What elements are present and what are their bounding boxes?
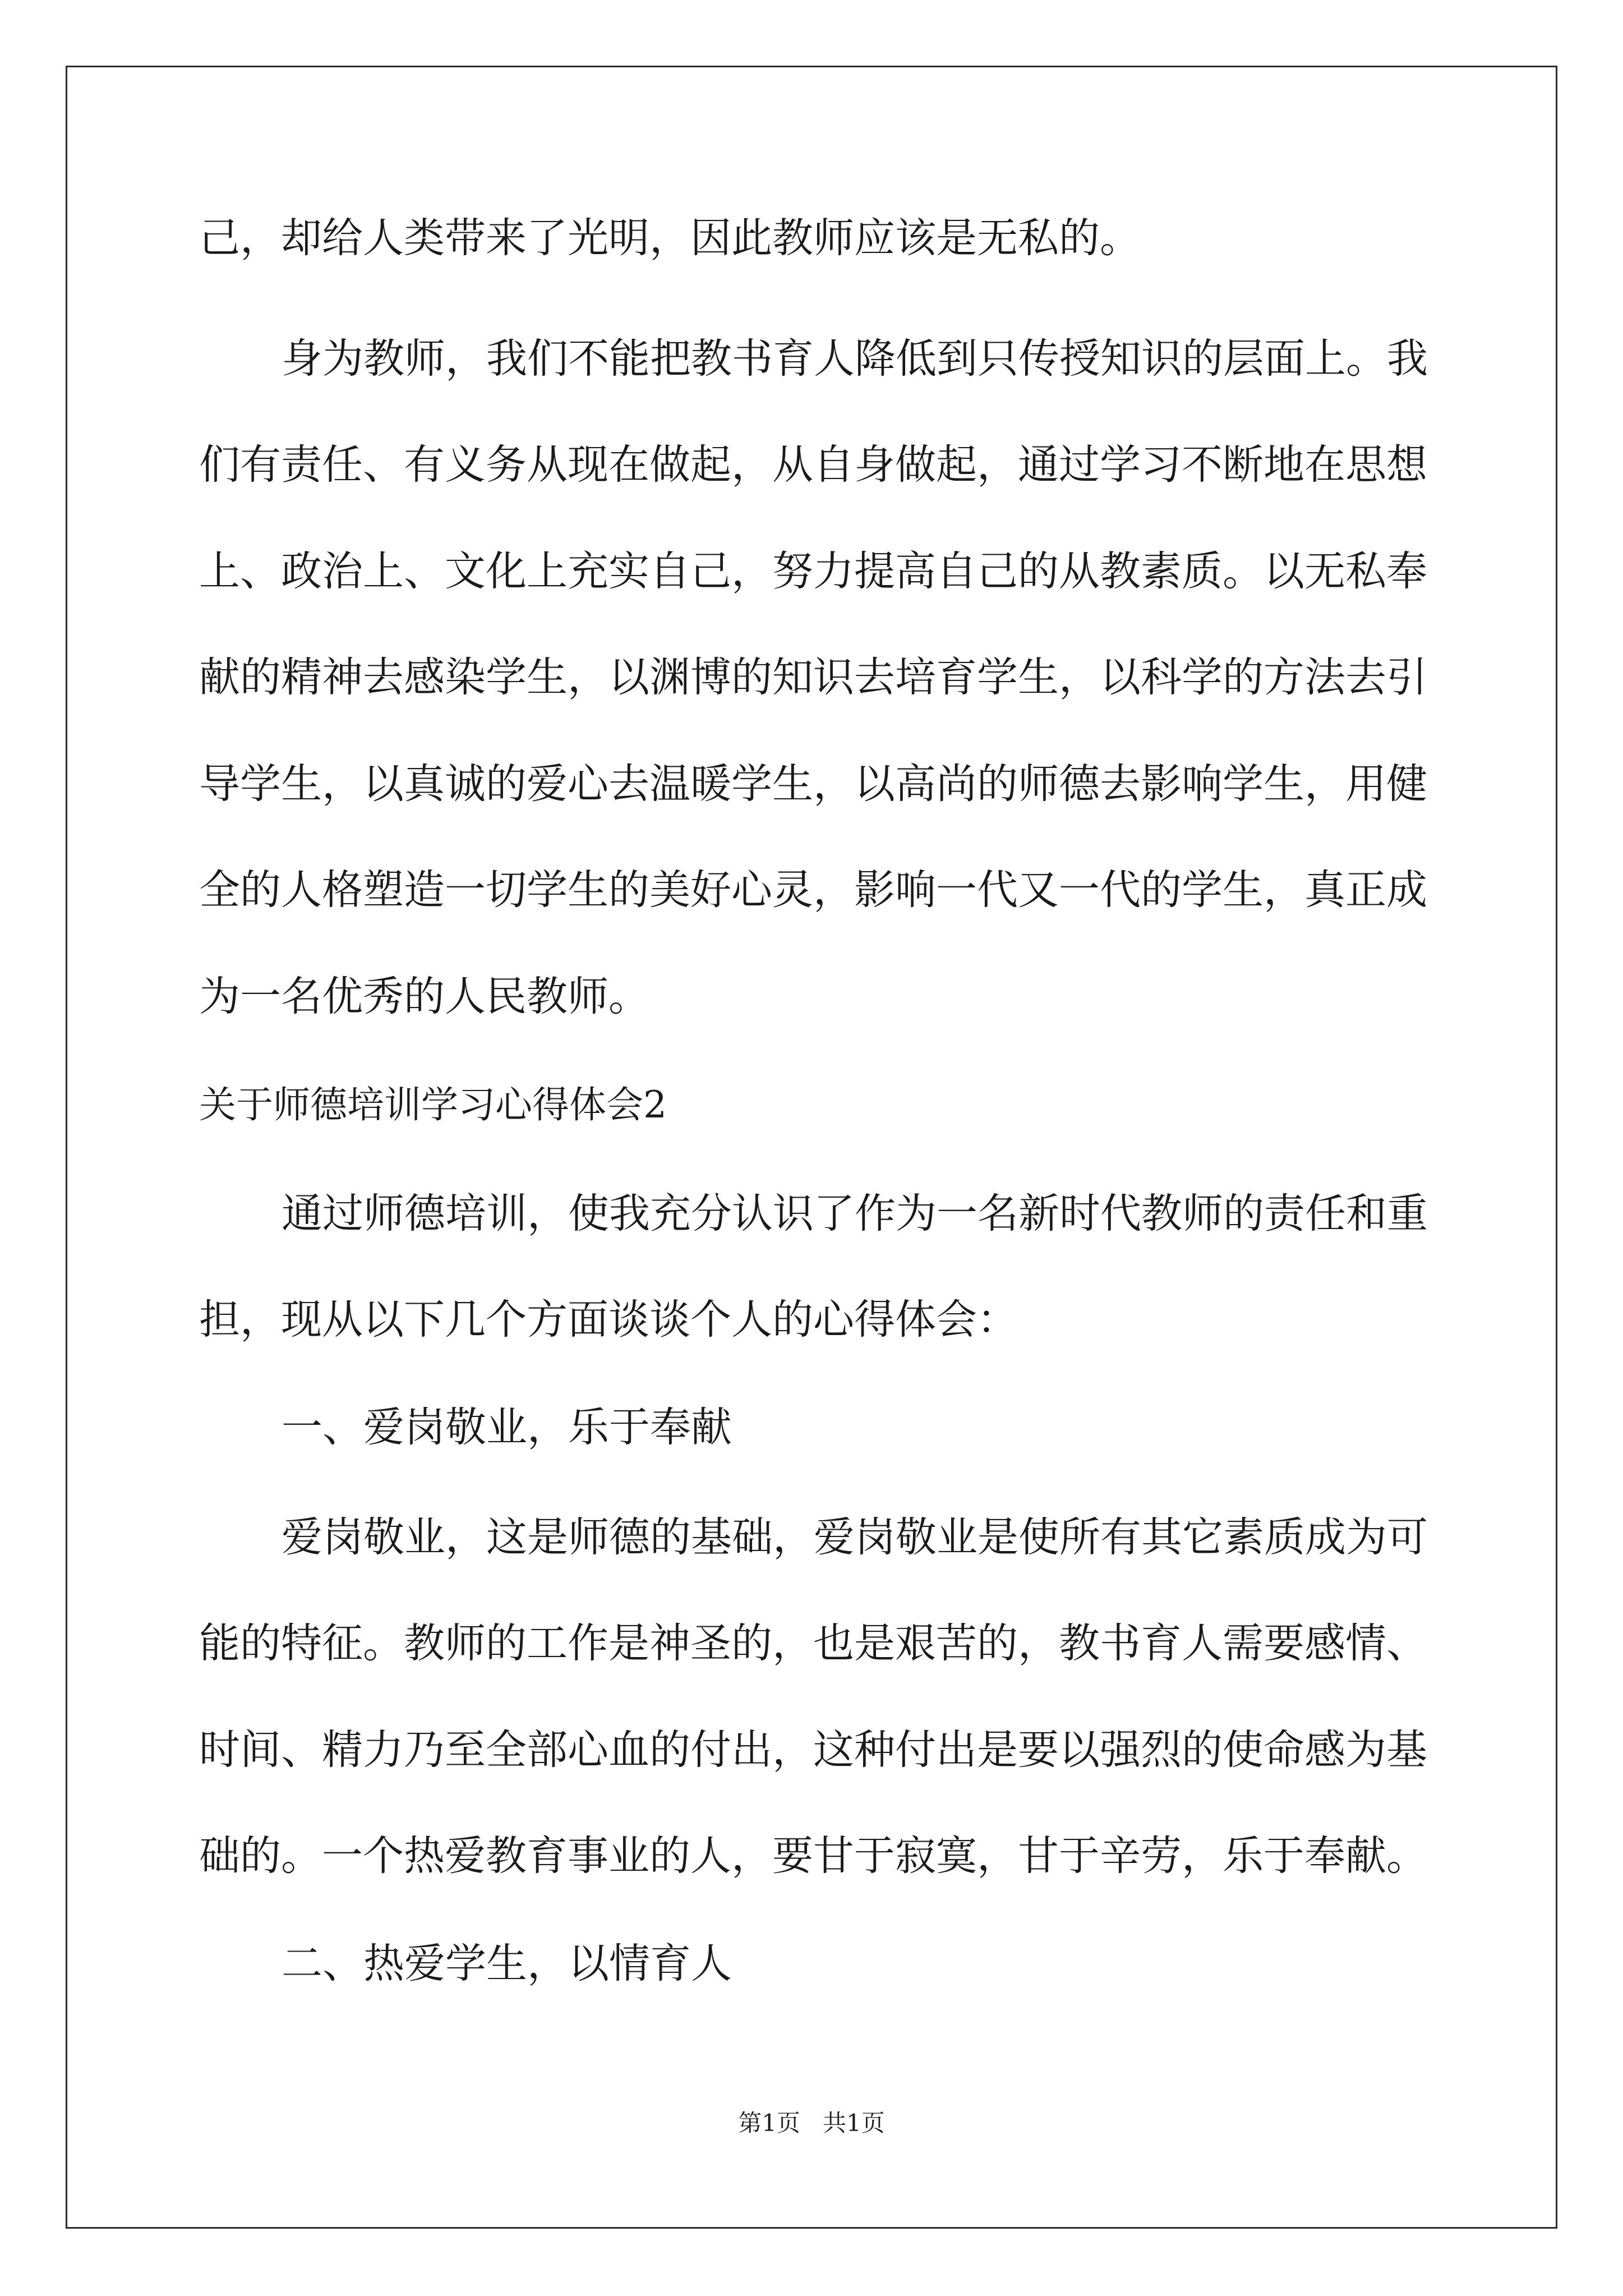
section-heading: 关于师德培训学习心得体会2 — [199, 1083, 667, 1126]
paragraph-line: 时间、精力乃至全部心血的付出，这种付出是要以强烈的使命感为基 — [199, 1726, 1427, 1774]
paragraph-line: 爱岗敬业，这是师德的基础，爱岗敬业是使所有其它素质成为可 — [282, 1513, 1428, 1561]
paragraph-line: 为一名优秀的人民教师。 — [199, 973, 649, 1020]
page-border — [66, 66, 1557, 2229]
paragraph-line: 能的特征。教师的工作是神圣的，也是艰苦的，教书育人需要感情、 — [199, 1619, 1427, 1667]
paragraph-line: 身为教师，我们不能把教书育人降低到只传授知识的层面上。我 — [282, 335, 1428, 383]
paragraph-line: 们有责任、有义务从现在做起，从自身做起，通过学习不断地在思想 — [199, 441, 1427, 489]
paragraph-line: 导学生，以真诚的爱心去温暖学生，以高尚的师德去影响学生，用健 — [199, 760, 1427, 808]
paragraph-line: 上、政治上、文化上充实自己，努力提高自己的从教素质。以无私奉 — [199, 547, 1427, 595]
paragraph-line: 献的精神去感染学生，以渊博的知识去培育学生，以科学的方法去引 — [199, 654, 1427, 701]
paragraph-line: 己，却给人类带来了光明，因此教师应该是无私的。 — [199, 214, 1141, 262]
subheading-line: 一、爱岗敬业，乐于奉献 — [282, 1404, 732, 1451]
paragraph-line: 础的。一个热爱教育事业的人，要甘于寂寞，甘于辛劳，乐于奉献。 — [199, 1832, 1427, 1880]
paragraph-line: 全的人格塑造一切学生的美好心灵，影响一代又一代的学生，真正成 — [199, 866, 1427, 914]
paragraph-line: 担，现从以下几个方面谈谈个人的心得体会： — [199, 1296, 1018, 1343]
paragraph-line: 通过师德培训，使我充分认识了作为一名新时代教师的责任和重 — [282, 1190, 1428, 1237]
page-number-footer: 第1页 共1页 — [738, 2109, 885, 2137]
subheading-line: 二、热爱学生，以情育人 — [282, 1940, 732, 1987]
